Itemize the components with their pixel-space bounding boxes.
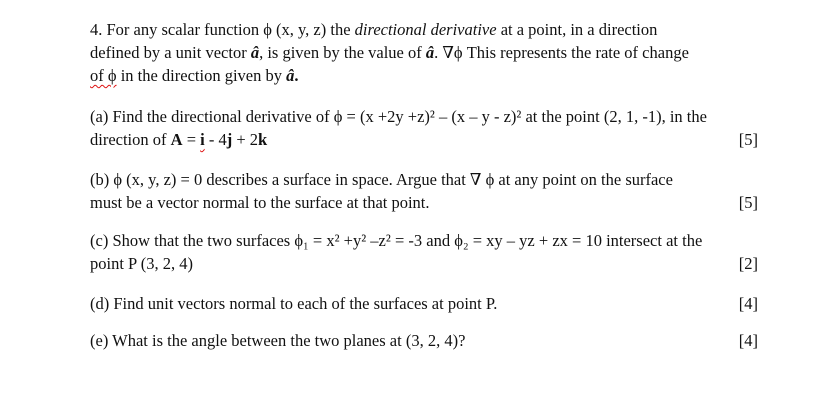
part-a-line-1: (a) Find the directional derivative of ϕ = (x +2y +z)² – (x – y - z)² at the point (2, 1, -1), in the [90, 107, 707, 126]
part-a-direction-text: direction of [90, 130, 171, 149]
unit-j: j [226, 130, 233, 149]
intro-line-3-start: of ϕ [90, 66, 117, 85]
part-b-line-2 [90, 191, 758, 214]
intro-line-1 [90, 18, 758, 41]
intro-line-2-mid: , is given by the value of [259, 43, 426, 62]
unit-i: i [200, 130, 205, 149]
part-a-marks: [5] [738, 130, 758, 149]
part-b-line-1: (b) ϕ (x, y, z) = 0 describes a surface in space. Argue that ∇ ϕ at any point on the surface [90, 170, 673, 189]
intro-line-1-start: 4. For any scalar function ϕ (x, y, z) the [90, 20, 355, 39]
part-d-marks: [4] [738, 294, 758, 313]
question-4-intro [90, 18, 758, 87]
part-a [90, 105, 758, 151]
unit-vector-symbol-2: â [425, 43, 435, 62]
intro-line-3 [90, 64, 758, 87]
unit-vector-symbol-3: â [286, 66, 295, 85]
part-e-text: (e) What is the angle between the two planes at (3, 2, 4)? [90, 331, 466, 350]
part-c-line-1: (c) Show that the two surfaces ϕ₁ = x² +y² –z² = -3 and ϕ₂ = xy – yz + zx = 10 intersect at the [90, 231, 703, 250]
part-c-line-2 [90, 252, 758, 275]
unit-k: k [258, 130, 268, 149]
intro-line-2 [90, 41, 758, 64]
part-b-line-2-text: must be a vector normal to the surface at that point. [90, 193, 430, 212]
intro-line-3-end: . [294, 66, 299, 85]
part-d [90, 292, 758, 315]
part-a-line-2 [90, 128, 758, 151]
intro-line-2-end: . ∇ϕ This represents the rate of change [434, 43, 689, 62]
plus-two: + 2 [232, 130, 259, 149]
equals-sign: = [182, 130, 201, 149]
part-b-marks: [5] [738, 193, 758, 212]
intro-line-1-end: at a point, in a direction [496, 20, 658, 39]
directional-derivative-term: directional derivative [354, 20, 497, 39]
unit-vector-symbol: â [250, 43, 260, 62]
part-b [90, 168, 758, 214]
part-d-line [90, 292, 758, 315]
part-c-line-2-text: point P (3, 2, 4) [90, 254, 193, 273]
vector-A: A [170, 130, 183, 149]
part-e [90, 329, 758, 352]
part-c-marks: [2] [738, 254, 758, 273]
part-c [90, 229, 758, 275]
part-e-marks: [4] [738, 331, 758, 350]
intro-line-3-mid: in the direction given by [116, 66, 287, 85]
part-d-text: (d) Find unit vectors normal to each of the surfaces at point P. [90, 294, 498, 313]
intro-line-2-start: defined by a unit vector [90, 43, 251, 62]
part-e-line [90, 329, 758, 352]
minus-four: - 4 [204, 130, 227, 149]
